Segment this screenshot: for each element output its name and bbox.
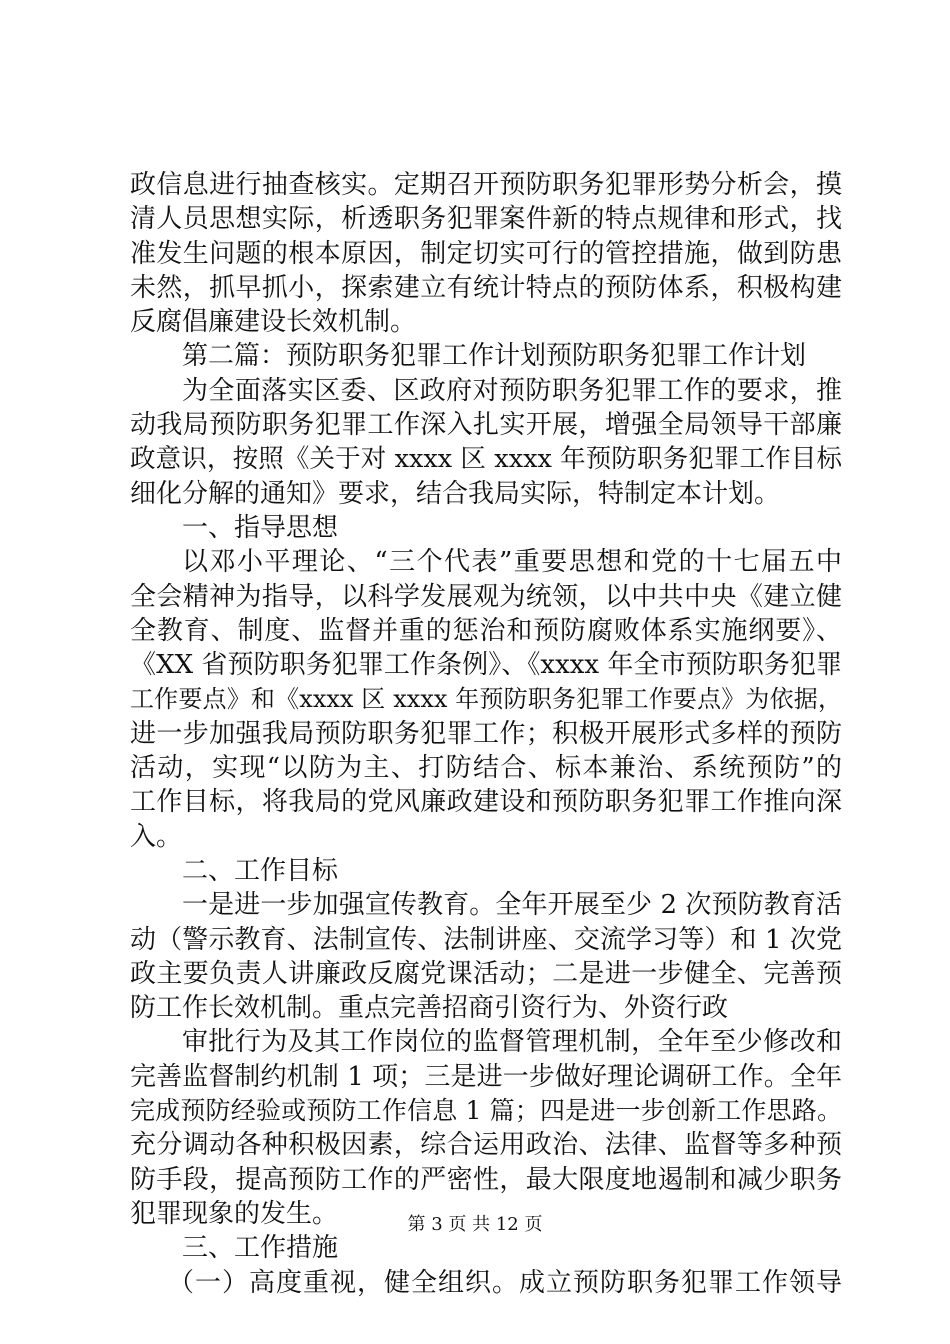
text-line: 政主要负责人讲廉政反腐党课活动；二是进一步健全、完善预	[130, 958, 842, 989]
text-line: 反腐倡廉建设长效机制。	[130, 307, 417, 338]
text-line: 未然，抓早抓小，探索建立有统计特点的预防体系，积极构建	[130, 272, 842, 303]
text-line: （一）高度重视，健全组织。成立预防职务犯罪工作领导	[168, 1267, 842, 1298]
text-line: 细化分解的通知》要求，结合我局实际，特制定本计划。	[130, 478, 781, 509]
text-line: 全教育、制度、监督并重的惩治和预防腐败体系实施纲要》、	[130, 615, 842, 646]
page-number-label: 第 3 页 共 12 页	[407, 1214, 543, 1235]
section-heading: 二、工作目标	[182, 855, 339, 886]
text-line: 一是进一步加强宣传教育。全年开展至少 2 次预防教育活	[182, 890, 842, 921]
text-line: 犯罪现象的发生。	[130, 1198, 339, 1229]
text-line: 为全面落实区委、区政府对预防职务犯罪工作的要求，推	[182, 375, 842, 406]
text-line: 防手段，提高预防工作的严密性，最大限度地遏制和减少职务	[130, 1164, 842, 1195]
text-line: 完善监督制约机制 1 项；三是进一步做好理论调研工作。全年	[130, 1061, 842, 1092]
text-line: 准发生问题的根本原因，制定切实可行的管控措施，做到防患	[130, 238, 842, 269]
text-line: 工作要点》和《xxxx 区 xxxx 年预防职务犯罪工作要点》为依据，	[130, 685, 842, 714]
text-line: 活动，实现“以防为主、打防结合、标本兼治、系统预防”的	[130, 753, 842, 784]
section-heading: 一、指导思想	[182, 512, 339, 543]
text-line: 审批行为及其工作岗位的监督管理机制，全年至少修改和	[182, 1027, 842, 1058]
text-line: 政信息进行抽查核实。定期召开预防职务犯罪形势分析会，摸	[130, 170, 842, 200]
text-line: 入。	[130, 821, 183, 852]
section-heading: 第二篇：预防职务犯罪工作计划预防职务犯罪工作计划	[182, 341, 807, 372]
text-line: 全会精神为指导，以科学发展观为统领，以中共中央《建立健	[130, 581, 842, 612]
text-line: 防工作长效机制。重点完善招商引资行为、外资行政	[130, 993, 729, 1024]
section-heading: 三、工作措施	[182, 1233, 339, 1264]
body-text	[130, 168, 842, 1300]
text-line: 完成预防经验或预防工作信息 1 篇；四是进一步创新工作思路。	[130, 1096, 842, 1126]
page-footer	[0, 1213, 950, 1237]
text-line: 政意识，按照《关于对 xxxx 区 xxxx 年预防职务犯罪工作目标	[130, 444, 842, 475]
text-line: 动（警示教育、法制宣传、法制讲座、交流学习等）和 1 次党	[130, 924, 842, 955]
text-line: 充分调动各种积极因素，综合运用政治、法律、监督等多种预	[130, 1130, 842, 1161]
text-line: 工作目标，将我局的党风廉政建设和预防职务犯罪工作推向深	[130, 787, 842, 818]
text-line: 《XX 省预防职务犯罪工作条例》、《xxxx 年全市预防职务犯罪	[130, 650, 842, 681]
text-line: 动我局预防职务犯罪工作深入扎实开展，增强全局领导干部廉	[130, 410, 842, 441]
text-line: 以邓小平理论、“三个代表”重要思想和党的十七届五中	[182, 547, 842, 578]
text-line: 清人员思想实际，析透职务犯罪案件新的特点规律和形式，找	[130, 204, 842, 235]
text-line: 进一步加强我局预防职务犯罪工作；积极开展形式多样的预防	[130, 718, 842, 749]
